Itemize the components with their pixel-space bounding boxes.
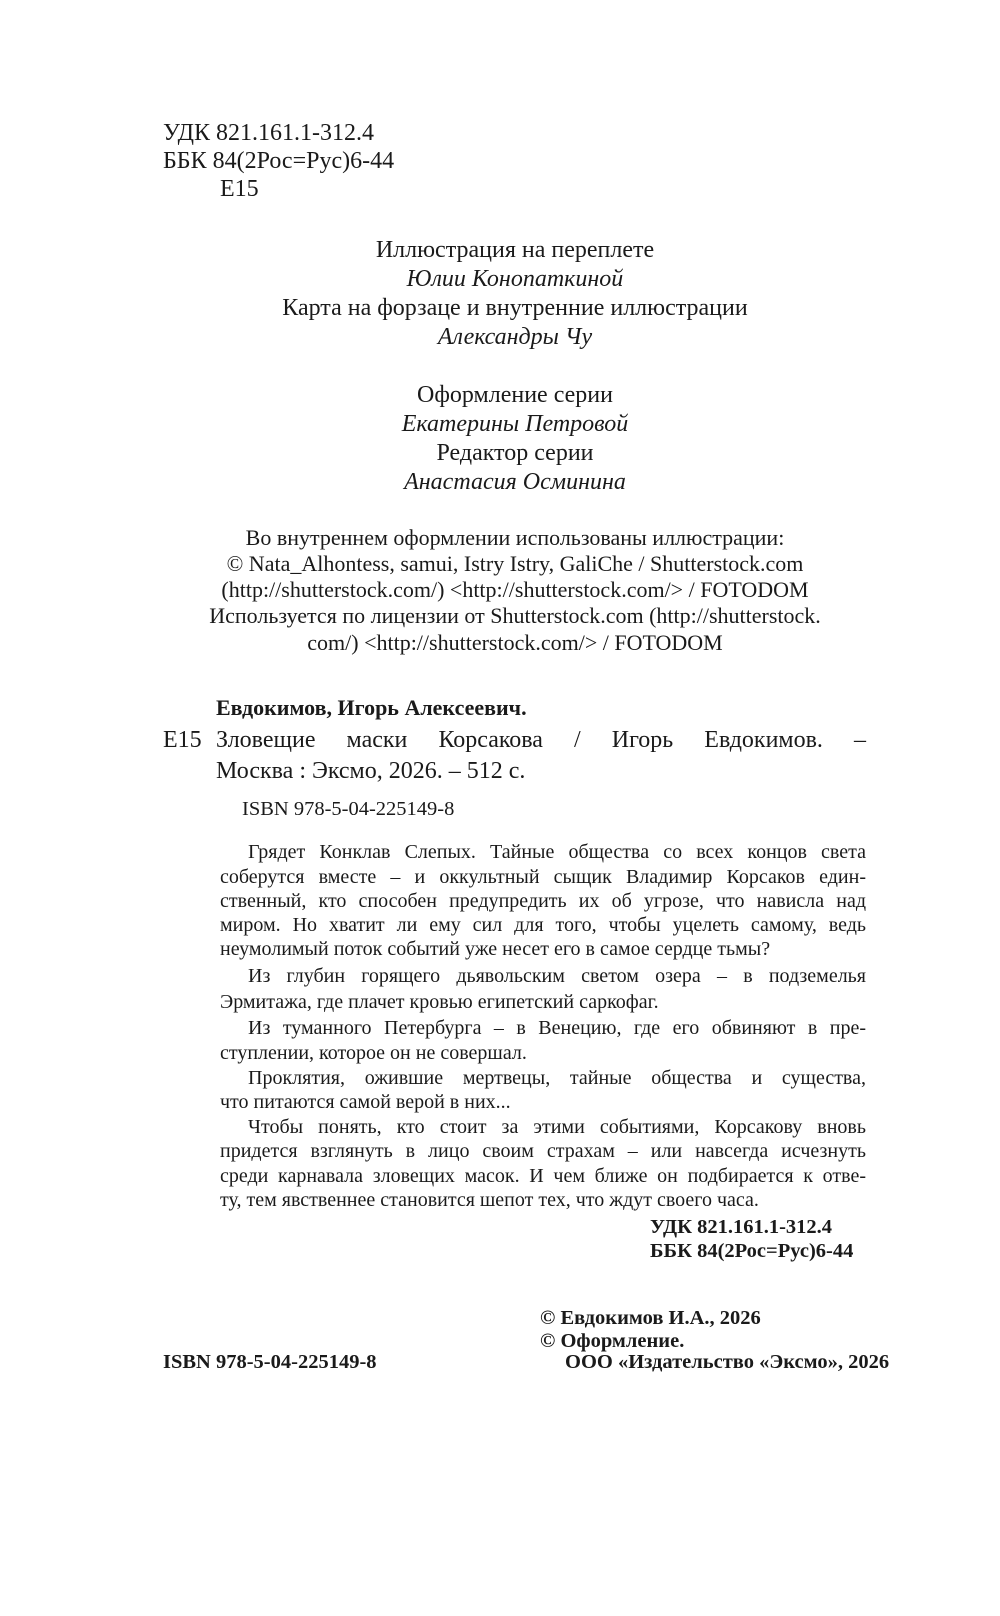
credit-role: Иллюстрация на переплете: [375, 237, 655, 263]
image-credit-line: Во внутреннем оформлении использованы иллюстрации:: [245, 525, 785, 550]
footer-isbn: ISBN 978-5-04-225149-8: [163, 1351, 377, 1373]
bib-author: Евдокимов, Игорь Алексеевич.: [216, 695, 527, 720]
author-mark: Е15: [220, 176, 259, 202]
abstract-line: Из глубин горящего дьявольским светом озера – в подземелья: [248, 965, 866, 987]
abstract-line: ственный, кто способен предупредить их об угрозе, что нависла над: [220, 890, 866, 912]
abstract-line: среди карнавала зловещих масок. И чем ближе он подбирается к отве-: [220, 1165, 866, 1187]
credit-name: Юлии Конопаткиной: [406, 266, 624, 292]
abstract-line: Из туманного Петербурга – в Венецию, где его обвиняют в пре-: [248, 1017, 866, 1039]
abstract-line: соберутся вместе – и оккультный сыщик Владимир Корсаков един-: [220, 866, 866, 888]
credit-name: Екатерины Петровой: [401, 411, 629, 437]
bib-code: Е15: [163, 727, 202, 753]
copyright-author: © Евдокимов И.А., 2026: [540, 1307, 761, 1329]
abstract-line: Чтобы понять, кто стоит за этими событиями, Корсакову вновь: [248, 1116, 866, 1138]
credit-role: Редактор серии: [436, 440, 594, 466]
abstract-line: ступлении, которое он не совершал.: [220, 1042, 527, 1064]
footer-udk: УДК 821.161.1-312.4: [650, 1216, 833, 1238]
credit-role: Оформление серии: [417, 382, 613, 408]
abstract-line: неумолимый поток событий уже несет его в самое сердце тьмы?: [220, 938, 771, 960]
bbk-code: ББК 84(2Рос=Рус)6-44: [163, 148, 395, 174]
credit-role: Карта на форзаце и внутренние иллюстрации: [282, 295, 748, 321]
footer-bbk: ББК 84(2Рос=Рус)6-44: [650, 1240, 854, 1262]
bib-title-line: Зловещие маски Корсакова / Игорь Евдокимов. –: [216, 727, 866, 753]
abstract-line: ту, тем явственнее становится шепот тех, что ждут своего часа.: [220, 1189, 759, 1211]
bib-publisher-line: Москва : Эксмо, 2026. – 512 с.: [216, 758, 526, 784]
abstract-line: Эрмитажа, где плачет кровью египетский саркофаг.: [220, 991, 659, 1013]
image-credit-line: (http://shutterstock.com/) <http://shutterstock.com/> / FOTODOM: [221, 577, 809, 602]
udk-code: УДК 821.161.1-312.4: [163, 120, 374, 146]
copyright-publisher: ООО «Издательство «Эксмо», 2026: [565, 1351, 890, 1373]
abstract-line: что питаются самой верой в них...: [220, 1091, 511, 1113]
abstract-line: миром. Но хватит ли ему сил для того, чтобы уцелеть самому, ведь: [220, 914, 866, 936]
abstract-line: Грядет Конклав Слепых. Тайные общества со всех концов света: [248, 841, 866, 863]
abstract-line: Проклятия, ожившие мертвецы, тайные общества и существа,: [248, 1067, 866, 1089]
abstract-line: придется взглянуть в лицо своим страхам – или навсегда исчезнуть: [220, 1140, 866, 1162]
bib-isbn: ISBN 978-5-04-225149-8: [242, 798, 455, 820]
credit-name: Анастасия Осминина: [404, 469, 626, 495]
image-credit-line: © Nata_Alhontess, samui, Istry Istry, GaliChe / Shutterstock.com: [226, 551, 804, 576]
copyright-design: © Оформление.: [540, 1330, 685, 1352]
image-credit-line: com/) <http://shutterstock.com/> / FOTODOM: [307, 630, 723, 655]
image-credit-line: Используется по лицензии от Shutterstock.com (http://shutterstock.: [209, 603, 821, 628]
credit-name: Александры Чу: [437, 324, 593, 350]
